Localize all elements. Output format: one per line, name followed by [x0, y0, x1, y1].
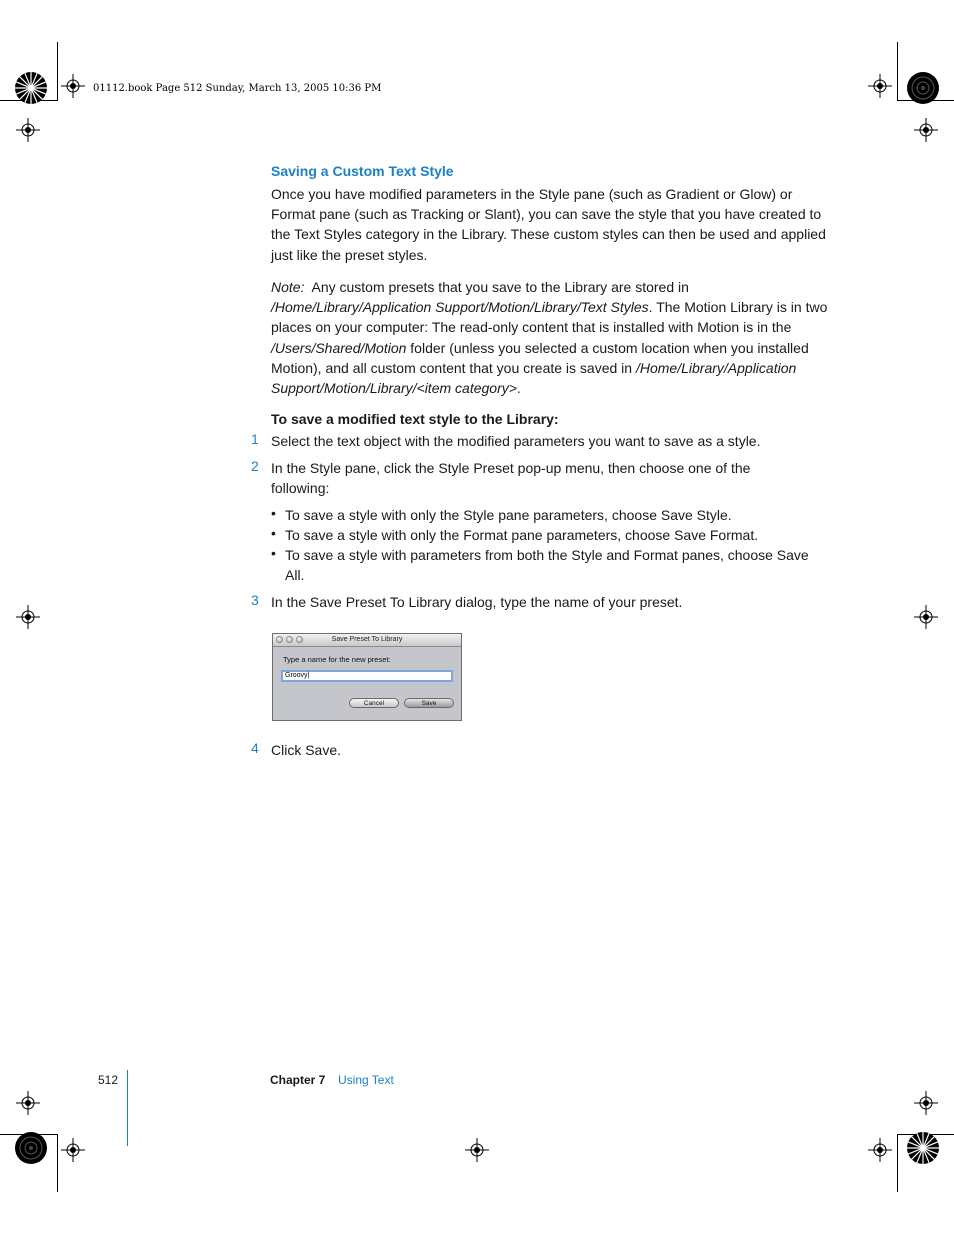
save-preset-dialog: [272, 633, 462, 721]
print-slug: 01112.book Page 512 Sunday, March 13, 2005 10:36 PM: [93, 83, 382, 94]
starburst-target-icon: [14, 71, 48, 105]
step-text: Select the text object with the modified parameters you want to save as a style.: [271, 433, 761, 449]
footer-chapter-title: Using Text: [338, 1073, 394, 1087]
preset-name-value: Groovy: [285, 672, 308, 679]
bullet-text: To save a style with only the Style pane parameters, choose Save Style.: [285, 507, 732, 523]
crop-mark: [897, 42, 898, 100]
preset-name-label: Type a name for the new preset:: [283, 655, 391, 664]
step-text: In the Save Preset To Library dialog, type the name of your preset.: [271, 594, 683, 610]
note-text: Any custom presets that you save to the Library are stored in: [311, 279, 689, 295]
footer-rule: [127, 1070, 128, 1146]
bullet-text: To save a style with parameters from both the Style and Format panes, choose Save All.: [285, 547, 809, 584]
registration-mark-icon: [868, 74, 892, 98]
note-path: /Users/Shared/Motion: [271, 339, 407, 356]
note-paragraph: [271, 277, 831, 398]
footer-chapter: Chapter 7: [270, 1073, 326, 1087]
registration-mark-icon: [16, 1091, 40, 1115]
dialog-titlebar: [273, 634, 461, 647]
registration-mark-icon: [16, 605, 40, 629]
bullet-mark: •: [271, 505, 276, 521]
bullet-text: To save a style with only the Format pane parameters, choose Save Format.: [285, 527, 759, 543]
registration-mark-icon: [914, 605, 938, 629]
note-text: folder (unless you selected a custom location when you installed Motion), and all custom content that you create is saved in: [271, 339, 809, 376]
starburst-target-icon: [14, 1131, 48, 1165]
registration-mark-icon: [868, 1138, 892, 1162]
bullet-mark: •: [271, 545, 276, 561]
procedure-title: To save a modified text style to the Library:: [271, 411, 559, 427]
registration-mark-icon: [465, 1138, 489, 1162]
note-path: /Home/Library/Application Support/Motion/Library/<item category>: [271, 359, 797, 397]
registration-mark-icon: [61, 74, 85, 98]
close-icon[interactable]: [276, 636, 283, 643]
minimize-icon[interactable]: [286, 636, 293, 643]
crop-mark: [897, 1134, 898, 1192]
dialog-body: [273, 647, 461, 720]
note-text: .: [516, 380, 521, 397]
registration-mark-icon: [914, 118, 938, 142]
page-number: 512: [98, 1073, 119, 1087]
note-text: . The Motion Library is in two places on your computer: The read-only content that is installed with Motion is in the: [271, 299, 828, 336]
note-path: /Home/Library/Application Support/Motion/Library/Text Styles: [271, 299, 649, 316]
step-number: 1: [251, 431, 259, 447]
crop-mark: [57, 1134, 58, 1192]
starburst-target-icon: [906, 71, 940, 105]
starburst-target-icon: [906, 1131, 940, 1165]
registration-mark-icon: [16, 118, 40, 142]
step-text: Click Save.: [271, 742, 342, 758]
cancel-button[interactable]: Cancel: [349, 698, 399, 708]
step-number: 2: [251, 458, 259, 474]
note-label: Note:: [271, 279, 305, 295]
registration-mark-icon: [914, 1091, 938, 1115]
step-text: In the Style pane, click the Style Preset pop-up menu, then choose one of the following:: [271, 460, 751, 497]
crop-mark: [57, 42, 58, 100]
dialog-title: Save Preset To Library: [331, 636, 403, 643]
registration-mark-icon: [61, 1138, 85, 1162]
intro-paragraph: Once you have modified parameters in the Style pane (such as Gradient or Glow) or Format pane (such as Tracking or Slant), you can save the style that you have created to the Text Styles category in the Library. These custom styles can then be used and applied just like the preset styles.: [271, 186, 826, 263]
step-number: 3: [251, 592, 259, 608]
step-number: 4: [251, 740, 259, 756]
zoom-icon[interactable]: [296, 636, 303, 643]
bullet-mark: •: [271, 525, 276, 541]
section-heading: Saving a Custom Text Style: [271, 163, 454, 179]
save-button[interactable]: Save: [404, 698, 454, 708]
preset-name-input[interactable]: Groovy|: [281, 670, 453, 682]
